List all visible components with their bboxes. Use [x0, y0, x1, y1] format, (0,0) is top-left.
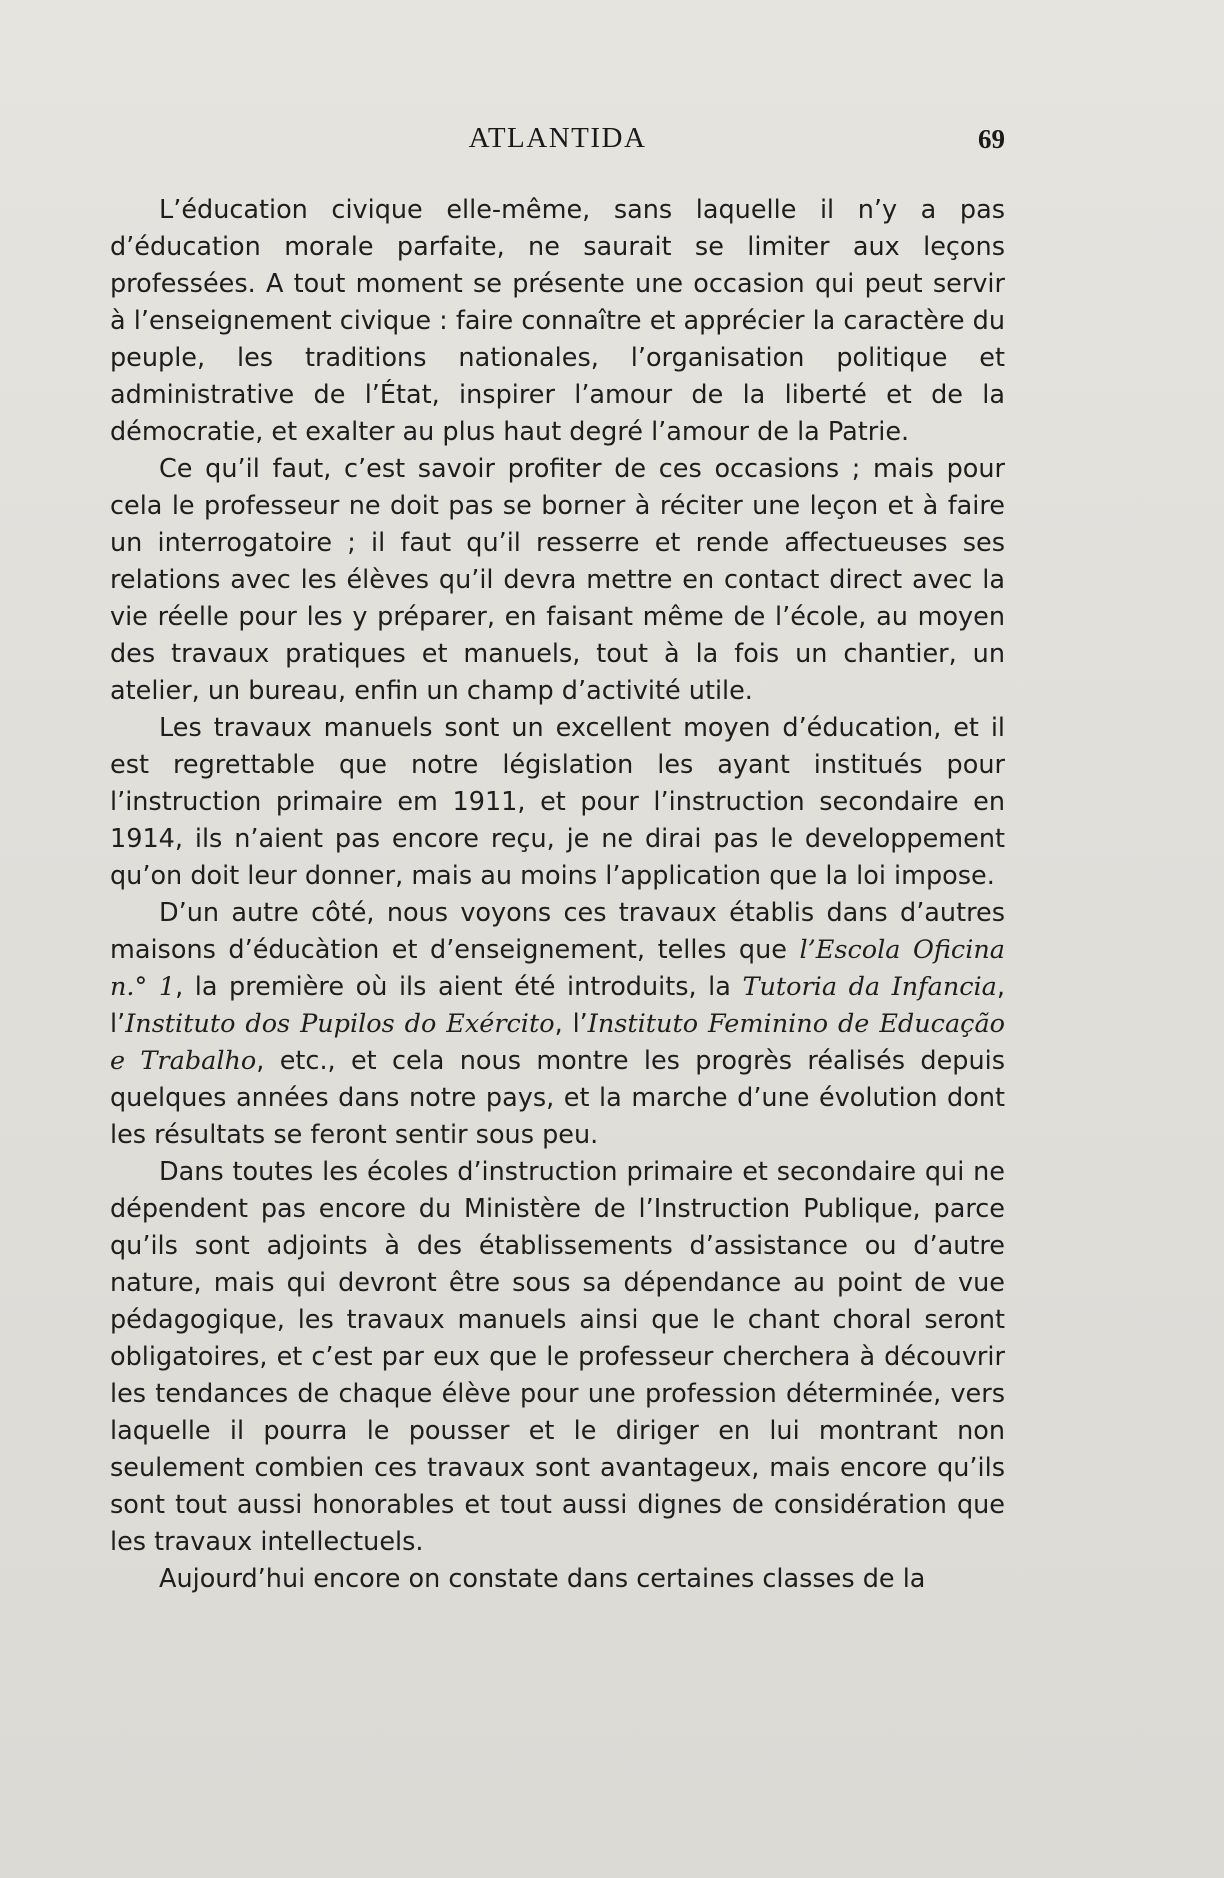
paragraph-4 — [110, 895, 1005, 1154]
italic-title-tutoria: Tutoria da Infancia — [742, 972, 997, 1002]
paragraph-4-text-c: , l’ — [110, 972, 1005, 1039]
paragraph-4-text-e: , etc., et cela nous montre les progrès réalisés depuis quelques années dans notre pays, et la marche d’une évolution dont les résultats se feront sentir sous peu. — [110, 1046, 1005, 1150]
paragraph-3: Les travaux manuels sont un excellent moyen d’éducation, et il est regrettable que notre législation les ayant institués pour l’instruction primaire em 1911, et pour l’instruction secondaire en 1914, ils n’aient pas encore reçu, je ne dirai pas le developpement qu’on doit leur donner, mais au moins l’application que la loi impose. — [110, 713, 1005, 891]
italic-title-escola-oficina: l’Escola Oficina n.° 1 — [110, 935, 1005, 1002]
paragraph-1: L’éducation civique elle-même, sans laquelle il n’y a pas d’éducation morale parfaite, ne saurait se limiter aux leçons professées. A tout moment se présente une occasion qui peut servir à l’enseignement civique : faire connaître et apprécier la caractère du peuple, les traditions nationales, l’organisation politique et administrative de l’État, inspirer l’amour de la liberté et de la démocratie, et exalter au plus haut degré l’amour de la Patrie. — [110, 195, 1005, 447]
page-number: 69 — [978, 124, 1005, 154]
paragraph-5: Dans toutes les écoles d’instruction primaire et secondaire qui ne dépendent pas encore du Ministère de l’Instruction Publique, parce qu’ils sont adjoints à des établissements d’assistance ou d’autre nature, mais qui devront être sous sa dépendance au point de vue pédagogique, les travaux manuels ainsi que le chant choral seront obligatoires, et c’est par eux que le professeur cherchera à découvrir les tendances de chaque élève pour une profession déterminée, vers laquelle il pourra le pousser et le diriger en lui montrant non seulement combien ces travaux sont avantageux, mais encore qu’ils sont tout aussi honorables et tout aussi dignes de considération que les travaux intellectuels. — [110, 1157, 1005, 1557]
body-text — [110, 192, 1005, 1598]
paragraph-4-text-a: D’un autre côté, nous voyons ces travaux établis dans d’autres maisons d’éducàtion et d’enseignement, telles que — [110, 898, 1005, 965]
italic-title-pupilos: Instituto dos Pupilos do Exército — [125, 1009, 555, 1039]
italic-title-feminino: Instituto Feminino de Educação e Trabalho — [110, 1009, 1005, 1076]
paragraph-4-text-b: , la première où ils aient été introduits, la — [175, 972, 743, 1002]
paragraph-4-text-d: , l’ — [554, 1009, 588, 1039]
running-head — [110, 122, 1005, 162]
running-title: ATLANTIDA — [468, 122, 647, 154]
paragraph-6: Aujourd’hui encore on constate dans certaines classes de la — [159, 1564, 926, 1594]
paragraph-2: Ce qu’il faut, c’est savoir profiter de ces occasions ; mais pour cela le professeur ne doit pas se borner à réciter une leçon et à faire un interrogatoire ; il faut qu’il resserre et rende affectueuses ses relations avec les élèves qu’il devra mettre en contact direct avec la vie réelle pour les y préparer, en faisant même de l’école, au moyen des travaux pratiques et manuels, tout à la fois un chantier, un atelier, un bureau, enfin un champ d’activité utile. — [110, 454, 1005, 706]
